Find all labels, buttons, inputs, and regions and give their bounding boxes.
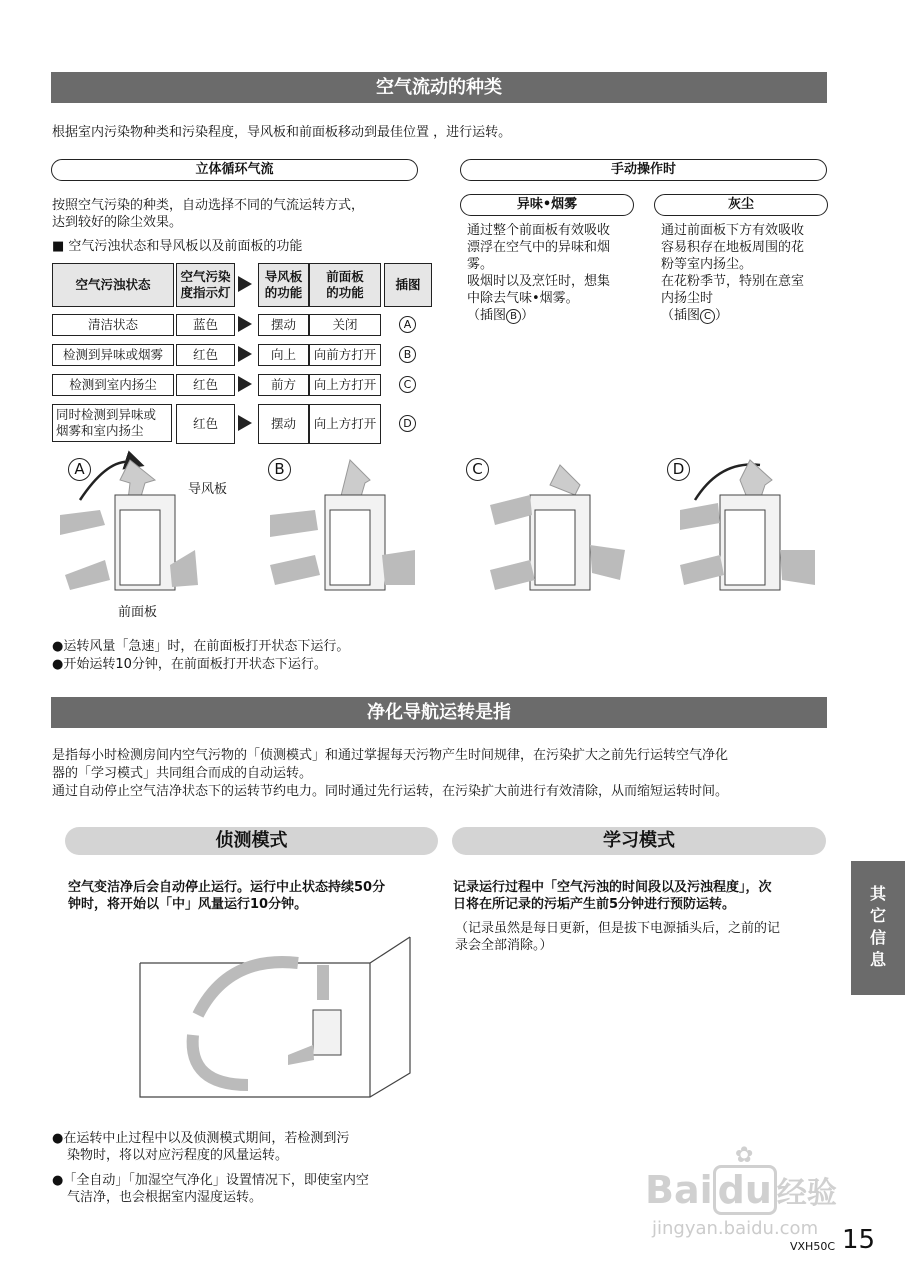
row1-state: 清洁状态	[52, 314, 174, 336]
dust-line6	[661, 307, 804, 324]
detect-note-1	[52, 1130, 349, 1164]
side-tab-char-1: 其	[869, 884, 886, 903]
detect-note-1-line1: ●在运转中止过程中以及侦测模式期间，若检测到污	[52, 1131, 350, 1146]
airflow-intro: 根据室内污染物种类和污染程度，导风板和前面板移动到最佳位置 ，进行运转。	[52, 125, 512, 140]
arrow-right-icon	[238, 346, 252, 362]
section-title-airflow-types: 空气流动的种类	[51, 72, 827, 103]
odor-line3: 雾。	[467, 257, 494, 272]
detect-note-2-line1: ●「全自动」「加湿空气净化」设置情况下，即使室内空	[52, 1173, 369, 1188]
fig-ref-b: B	[399, 346, 416, 363]
label-louver: 导风板	[188, 482, 228, 497]
row4-panel: 向上方打开	[309, 404, 381, 444]
airflow-note-1: ●运转风量「急速」时，在前面板打开状态下运行。	[52, 639, 350, 654]
fig-label-a: A	[68, 458, 91, 481]
row2-lamp: 红色	[176, 344, 235, 366]
dust-fig-ref: C	[700, 309, 715, 324]
learn-desc-line1: 记录运行过程中「空气污浊的时间段以及污浊程度」，次	[453, 880, 772, 895]
fig-label-b: B	[268, 458, 291, 481]
th-louver-line2: 的功能	[264, 285, 303, 300]
fig-ref-a: A	[399, 316, 416, 333]
navi-paragraph-1: 是指每小时检测房间内空气污物的「侦测模式」和通过掌握每天污物产生时间规律，在污染扩大之前先行运转空气净化	[52, 748, 729, 763]
fig-ref-c: C	[399, 376, 416, 393]
airflow-note-2: ●开始运转10分钟，在前面板打开状态下运行。	[52, 657, 327, 672]
pill-3d-circulation: 立体循环气流	[51, 159, 418, 181]
page-number: 15	[842, 1225, 876, 1255]
row1-louver: 摆动	[258, 314, 309, 336]
row1-panel: 关闭	[309, 314, 381, 336]
dust-fig-prefix: （插图	[661, 308, 701, 323]
row3-lamp: 红色	[176, 374, 235, 396]
left-desc-line1: 按照空气污染的种类，自动选择不同的气流运转方式，	[52, 198, 365, 213]
odor-line4: 吸烟时以及烹饪时，想集	[467, 274, 611, 289]
arrow-right-icon	[238, 415, 252, 431]
th-fig: 插图	[384, 263, 432, 307]
row4-lamp: 红色	[176, 404, 235, 444]
dust-fig-suffix: ）	[715, 308, 729, 323]
odor-line2: 漂浮在空气中的异味和烟	[467, 240, 611, 255]
detect-note-1-line2: 染物时，将以对应污程度的风量运转。	[67, 1148, 289, 1163]
detect-desc-line2: 钟时，将开始以「中」风量运行10分钟。	[68, 897, 308, 912]
row2-louver: 向上	[258, 344, 309, 366]
pill-odor-smoke: 异味•烟雾	[460, 194, 634, 216]
side-tab-char-3: 信	[869, 928, 886, 947]
detect-note-2-line2: 气洁净，也会根据室内湿度运转。	[67, 1190, 263, 1205]
purifier-illustration-c	[490, 455, 630, 605]
label-front-panel: 前面板	[118, 605, 158, 620]
arrow-right-icon	[238, 316, 252, 332]
side-tab-char-4: 息	[869, 950, 886, 969]
row2-panel: 向前方打开	[309, 344, 381, 366]
learn-desc	[453, 879, 772, 913]
learn-mode-title: 学习模式	[452, 827, 826, 855]
learn-note-line2: 录会全部消除。）	[455, 938, 553, 953]
detect-desc-line1: 空气变洁净后会自动停止运行。运行中止状态持续50分	[68, 880, 386, 895]
purifier-illustration-b	[270, 455, 420, 605]
th-panel	[309, 263, 381, 307]
dust-line1: 通过前面板下方有效吸收	[661, 223, 805, 238]
row4-louver: 摆动	[258, 404, 309, 444]
th-state: 空气污浊状态	[52, 263, 174, 307]
detect-note-2	[52, 1172, 369, 1206]
th-panel-line2: 的功能	[326, 285, 364, 300]
fig-ref-d: D	[399, 415, 416, 432]
navi-paragraph-3: 通过自动停止空气洁净状态下的运转节约电力。同时通过先行运转，在污染扩大前进行有效清除，从而缩短运转时间。	[52, 784, 729, 799]
watermark-url: jingyan.baidu.com	[652, 1218, 819, 1239]
th-lamp-line1: 空气污染	[180, 269, 231, 284]
baidu-watermark	[645, 1168, 837, 1212]
paw-icon: ✿	[735, 1143, 754, 1168]
th-lamp	[176, 263, 235, 307]
detect-desc	[68, 879, 385, 913]
detect-mode-title: 侦测模式	[65, 827, 438, 855]
dust-line5: 内扬尘时	[661, 291, 714, 306]
fig-label-d: D	[667, 458, 690, 481]
dust-line2: 容易积存在地板周围的花	[661, 240, 805, 255]
row1-lamp: 蓝色	[176, 314, 235, 336]
row2-state: 检测到异味或烟雾	[52, 344, 174, 366]
row4-state	[52, 404, 172, 442]
odor-fig-suffix: ）	[521, 308, 535, 323]
dust-text	[661, 222, 804, 324]
room-illustration	[138, 935, 413, 1100]
left-desc-line2: 达到较好的除尘效果。	[52, 215, 183, 230]
arrow-right-icon	[238, 376, 252, 392]
odor-line1: 通过整个前面板有效吸收	[467, 223, 611, 238]
th-louver	[258, 263, 309, 307]
purifier-illustration-a	[60, 455, 200, 605]
odor-line5: 中除去气味•烟雾。	[467, 291, 579, 306]
th-panel-line1: 前面板	[326, 269, 364, 284]
th-louver-line1: 导风板	[264, 269, 303, 284]
odor-fig-ref: B	[506, 309, 521, 324]
row3-louver: 前方	[258, 374, 309, 396]
row4-state-line2: 烟雾和室内扬尘	[56, 423, 144, 438]
learn-desc-line2: 日将在所记录的污垢产生前5分钟进行预防运转。	[453, 897, 736, 912]
arrow-right-icon	[238, 276, 252, 292]
purifier-illustration-d	[680, 455, 820, 605]
dust-line3: 粉等室内扬尘。	[661, 257, 753, 272]
table-caption: ■ 空气污浊状态和导风板以及前面板的功能	[52, 239, 303, 254]
watermark-bai: Bai	[645, 1168, 713, 1212]
model-number: VXH50C	[790, 1240, 836, 1253]
pill-dust: 灰尘	[654, 194, 828, 216]
watermark-jingyan: 经验	[776, 1176, 837, 1211]
odor-line6	[467, 307, 610, 324]
row3-state: 检测到室内扬尘	[52, 374, 174, 396]
pill-manual-operation: 手动操作时	[460, 159, 827, 181]
navi-paragraph-2: 器的「学习模式」共同组合而成的自动运转。	[52, 766, 313, 781]
odor-text	[467, 222, 610, 324]
dust-line4: 在花粉季节，特别在意室	[661, 274, 805, 289]
th-lamp-line2: 度指示灯	[180, 285, 231, 300]
row4-state-line1: 同时检测到异味或	[56, 407, 157, 422]
section-title-purification-navi: 净化导航运转是指	[51, 697, 827, 728]
learn-note	[455, 920, 780, 954]
learn-note-line1: （记录虽然是每日更新，但是拔下电源插头后，之前的记	[455, 921, 781, 936]
row3-panel: 向上方打开	[309, 374, 381, 396]
side-tab-char-2: 它	[869, 906, 886, 925]
odor-fig-prefix: （插图	[467, 308, 507, 323]
fig-label-c: C	[466, 458, 489, 481]
side-tab-other-info[interactable]	[851, 861, 905, 995]
watermark-du: du	[713, 1165, 777, 1215]
